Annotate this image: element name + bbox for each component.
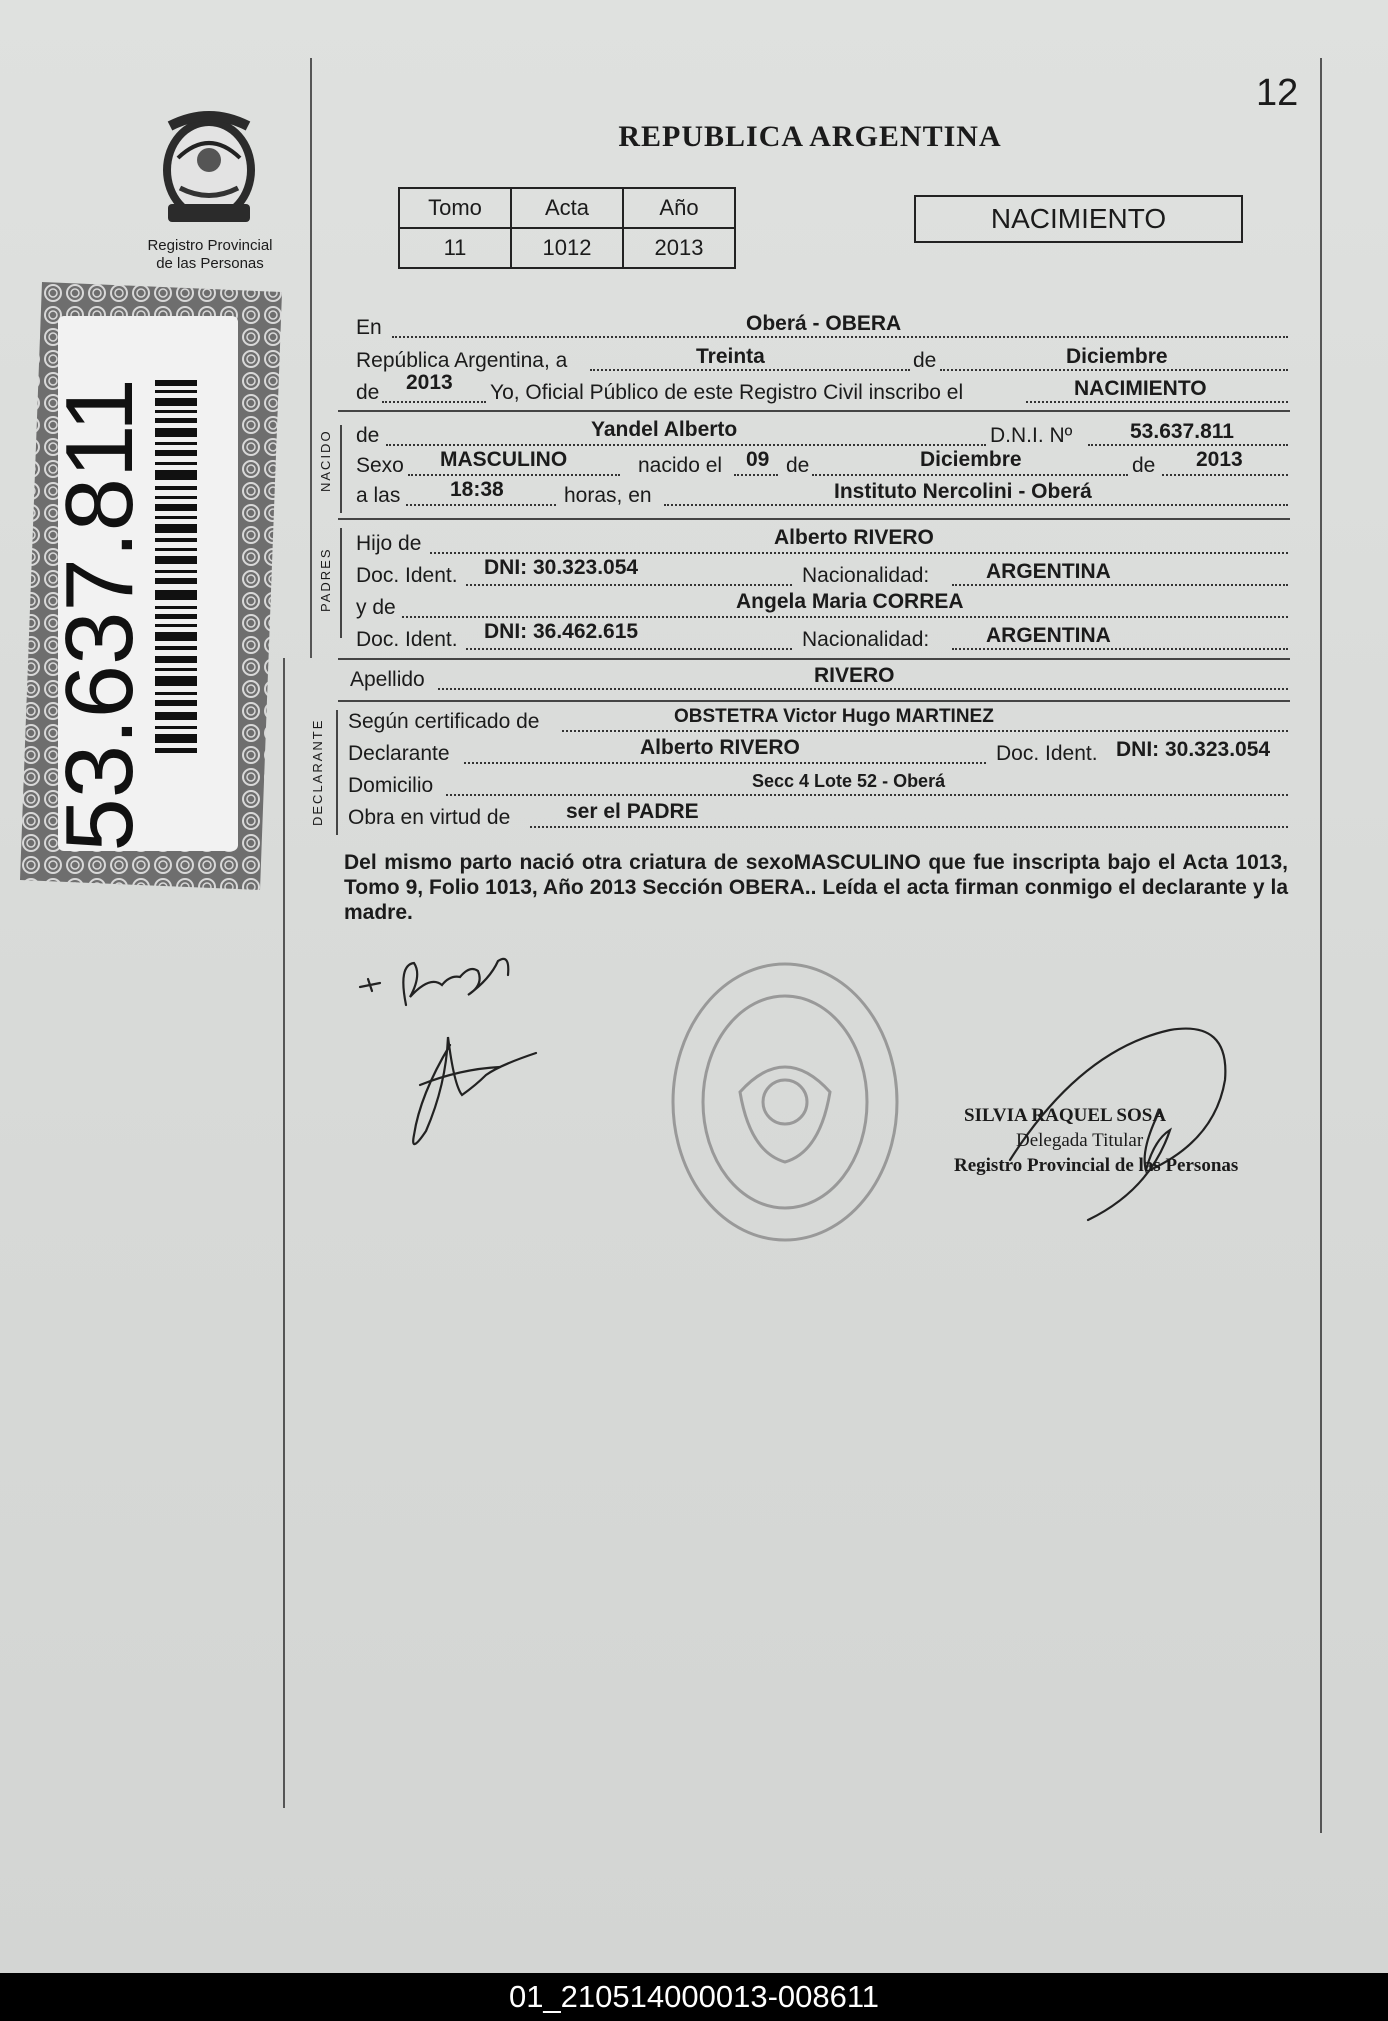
dotted-line — [392, 336, 1288, 338]
section-label-declarante: DECLARANTE — [310, 718, 325, 826]
row-sexo — [346, 450, 1288, 480]
row-obra — [346, 802, 1288, 832]
value-anio: 2013 — [623, 228, 735, 268]
label-domicilio: Domicilio — [348, 774, 434, 797]
dotted-line — [446, 794, 1288, 796]
value-domicilio: Secc 4 Lote 52 - Oberá — [752, 771, 946, 791]
label-oficial: Yo, Oficial Público de este Registro Civil inscribo el — [490, 381, 964, 404]
value-apellido: RIVERO — [814, 664, 895, 687]
dotted-line — [562, 730, 1288, 732]
issuer-caption-line2: de las Personas — [156, 255, 264, 272]
row-apellido — [346, 664, 1288, 694]
value-tipo: NACIMIENTO — [1074, 377, 1207, 400]
row-oficial — [346, 371, 1288, 407]
value-sexo: MASCULINO — [440, 448, 568, 471]
value-padre: Alberto RIVERO — [774, 526, 934, 549]
value-dni: 53.637.811 — [1130, 420, 1234, 443]
row-declarante — [346, 738, 1288, 768]
value-declarante: Alberto RIVERO — [640, 736, 800, 759]
official-name: SILVIA RAQUEL SOSA — [964, 1105, 1167, 1126]
label-nacionalidad-madre: Nacionalidad: — [802, 628, 930, 651]
value-tomo: 11 — [399, 228, 511, 268]
dotted-line — [590, 369, 910, 371]
row-madre-doc — [346, 620, 1288, 654]
dotted-line — [408, 474, 620, 476]
dotted-line — [438, 688, 1288, 690]
label-y-de: y de — [356, 596, 396, 619]
label-de: de — [913, 349, 937, 372]
record-table — [398, 187, 736, 269]
dotted-line — [664, 504, 1288, 506]
value-lugar: Oberá - OBERA — [746, 312, 902, 335]
row-nombre — [346, 420, 1288, 450]
label-en: En — [356, 316, 382, 339]
record-table-header-row — [399, 188, 735, 228]
label-sexo: Sexo — [356, 454, 404, 477]
section-divider — [338, 518, 1290, 520]
value-madre-doc: DNI: 36.462.615 — [484, 620, 639, 643]
issuer-caption — [130, 237, 290, 273]
row-madre — [346, 592, 1288, 622]
value-anio-inscripcion: 2013 — [406, 371, 453, 394]
dotted-line — [1088, 444, 1288, 446]
dotted-line — [734, 474, 778, 476]
document-title: REPUBLICA ARGENTINA — [618, 120, 1002, 153]
value-padre-nacionalidad: ARGENTINA — [986, 560, 1111, 583]
label-nacionalidad-padre: Nacionalidad: — [802, 564, 930, 587]
section-label-padres: PADRES — [318, 547, 333, 612]
label-de-nombre: de — [356, 424, 380, 447]
header-acta: Acta — [511, 188, 623, 228]
dotted-line — [940, 369, 1288, 371]
dotted-line — [530, 826, 1288, 828]
nacido-bracket — [340, 425, 342, 513]
value-certificado: OBSTETRA Victor Hugo MARTINEZ — [674, 706, 994, 727]
value-acta: 1012 — [511, 228, 623, 268]
label-certificado: Según certificado de — [348, 710, 540, 733]
registry-stamp — [660, 952, 910, 1252]
row-domicilio — [346, 770, 1288, 800]
row-en — [346, 312, 1288, 342]
right-margin-rule — [1320, 58, 1322, 1833]
row-padre-doc — [346, 556, 1288, 590]
dotted-line — [430, 552, 1288, 554]
section-divider — [338, 658, 1290, 660]
official-role: Delegada Titular — [1016, 1130, 1144, 1151]
section-divider — [338, 410, 1290, 412]
province-seal-logo — [148, 108, 270, 236]
label-horas-en: horas, en — [564, 484, 652, 507]
row-padre — [346, 528, 1288, 558]
value-declarante-doc: DNI: 30.323.054 — [1116, 738, 1271, 761]
label-de-anio: de — [356, 381, 380, 404]
padres-bracket — [340, 528, 342, 638]
dotted-line — [466, 648, 792, 650]
label-obra: Obra en virtud de — [348, 806, 511, 829]
value-hora: 18:38 — [450, 478, 504, 501]
dotted-line — [812, 474, 1128, 476]
barcode — [155, 380, 197, 760]
official-block — [954, 1103, 1239, 1178]
label-de-mes: de — [786, 454, 810, 477]
value-dia-texto: Treinta — [696, 345, 765, 368]
label-doc-ident-declarante: Doc. Ident. — [996, 742, 1098, 765]
row-republica — [346, 345, 1288, 375]
value-madre: Angela Maria CORREA — [736, 590, 964, 613]
label-nacido-el: nacido el — [638, 454, 723, 477]
header-anio: Año — [623, 188, 735, 228]
dotted-line — [1162, 474, 1288, 476]
label-dni: D.N.I. Nº — [990, 424, 1073, 447]
label-apellido: Apellido — [350, 668, 425, 691]
header-tomo: Tomo — [399, 188, 511, 228]
section-label-nacido: NACIDO — [318, 429, 333, 492]
label-doc-ident-madre: Doc. Ident. — [356, 628, 458, 651]
dotted-line — [1026, 401, 1288, 403]
dotted-line — [386, 444, 986, 446]
record-table-value-row — [399, 228, 735, 268]
declarant-signature — [350, 935, 550, 1155]
row-certificado — [346, 706, 1288, 736]
value-padre-doc: DNI: 30.323.054 — [484, 556, 639, 579]
value-madre-nacionalidad: ARGENTINA — [986, 624, 1111, 647]
dotted-line — [464, 762, 986, 764]
section-divider — [338, 700, 1290, 702]
dotted-line — [406, 504, 556, 506]
row-hora — [346, 480, 1288, 510]
value-anio-nacimiento: 2013 — [1196, 448, 1243, 471]
issuer-caption-line1: Registro Provincial — [147, 237, 273, 254]
value-dia-nacimiento: 09 — [746, 448, 770, 471]
value-lugar-nacimiento: Instituto Nercolini - Oberá — [834, 480, 1092, 503]
declarante-bracket — [336, 710, 338, 835]
label-de-anio-nac: de — [1132, 454, 1156, 477]
stub-number: 53.637.811 — [46, 378, 153, 852]
value-obra: ser el PADRE — [566, 800, 699, 823]
label-a-las: a las — [356, 484, 401, 507]
dotted-line — [466, 584, 792, 586]
dotted-line — [952, 648, 1288, 650]
label-doc-ident-padre: Doc. Ident. — [356, 564, 458, 587]
official-office: Registro Provincial de las Personas — [954, 1155, 1239, 1176]
scan-id-footer: 01_210514000013-008611 — [0, 1973, 1388, 2021]
document-type-box: NACIMIENTO — [914, 195, 1243, 243]
left-margin-rule-lower — [283, 658, 285, 1808]
dotted-line — [952, 584, 1288, 586]
additional-note: Del mismo parto nació otra criatura de sexoMASCULINO que fue inscripta bajo el Acta 1013, Tomo 9, Folio 1013, Año 2013 Sección OBERA.. Leída el acta firman conmigo el declarante y la madre. — [344, 851, 1288, 924]
page-number: 12 — [1256, 72, 1299, 114]
dotted-line — [402, 616, 1288, 618]
label-hijo-de: Hijo de — [356, 532, 422, 555]
label-declarante: Declarante — [348, 742, 450, 765]
value-mes-inscripcion: Diciembre — [1066, 345, 1168, 368]
left-margin-rule — [310, 58, 312, 658]
value-nombre: Yandel Alberto — [591, 418, 738, 441]
value-mes-nacimiento: Diciembre — [920, 448, 1022, 471]
label-republica: República Argentina, a — [356, 349, 568, 372]
dotted-line — [382, 401, 486, 403]
